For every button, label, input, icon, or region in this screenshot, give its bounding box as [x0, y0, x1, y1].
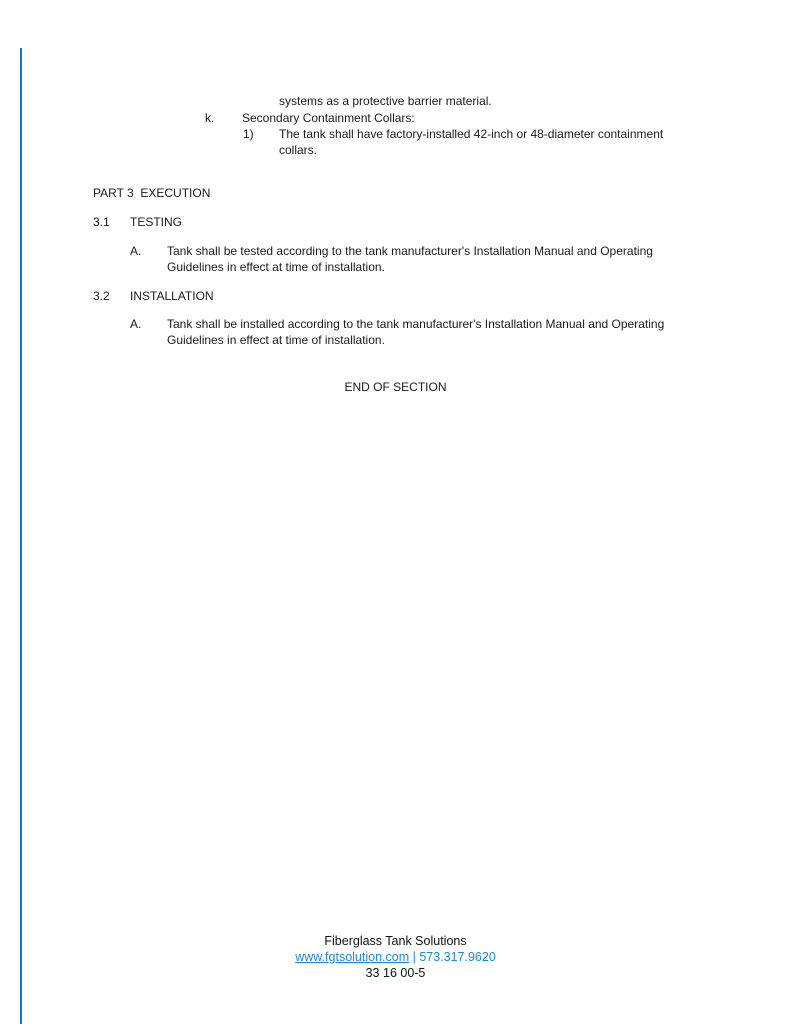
- footer-phone: 573.317.9620: [419, 950, 496, 964]
- list-item-k-label: Secondary Containment Collars:: [242, 111, 415, 125]
- section-3-1-item-marker: A.: [130, 244, 142, 258]
- list-continuation-line: systems as a protective barrier material.: [279, 94, 492, 108]
- footer-website-link[interactable]: www.fgtsolution.com: [295, 950, 410, 964]
- section-3-1-item-line1: Tank shall be tested according to the tank manufacturer's Installation Manual and Operating: [167, 244, 653, 258]
- part-heading: PART 3 EXECUTION: [93, 186, 211, 200]
- sublist-marker-1: 1): [243, 127, 254, 141]
- sublist-item-1-line2: collars.: [279, 143, 318, 157]
- section-title-installation: INSTALLATION: [130, 289, 214, 303]
- footer-company: Fiberglass Tank Solutions: [324, 934, 467, 948]
- margin-change-bar: [20, 48, 22, 1024]
- sublist-item-1-line1: The tank shall have factory-installed 42-inch or 48-diameter containment: [279, 127, 664, 141]
- list-marker-k: k.: [205, 111, 215, 125]
- footer-contact-line: [0, 949, 791, 965]
- footer-page-id: 33 16 00-5: [365, 966, 426, 980]
- footer-separator: |: [409, 950, 420, 964]
- section-title-testing: TESTING: [130, 215, 183, 229]
- section-number-3-2: 3.2: [93, 289, 110, 303]
- section-3-2-item-marker: A.: [130, 317, 142, 331]
- section-number-3-1: 3.1: [93, 215, 110, 229]
- section-3-1-item-line2: Guidelines in effect at time of installation.: [167, 260, 385, 274]
- end-of-section-text: END OF SECTION: [344, 380, 447, 394]
- section-3-2-item-line2: Guidelines in effect at time of installation.: [167, 333, 385, 347]
- section-3-2-item-line1: Tank shall be installed according to the tank manufacturer's Installation Manual and Operating: [167, 317, 665, 331]
